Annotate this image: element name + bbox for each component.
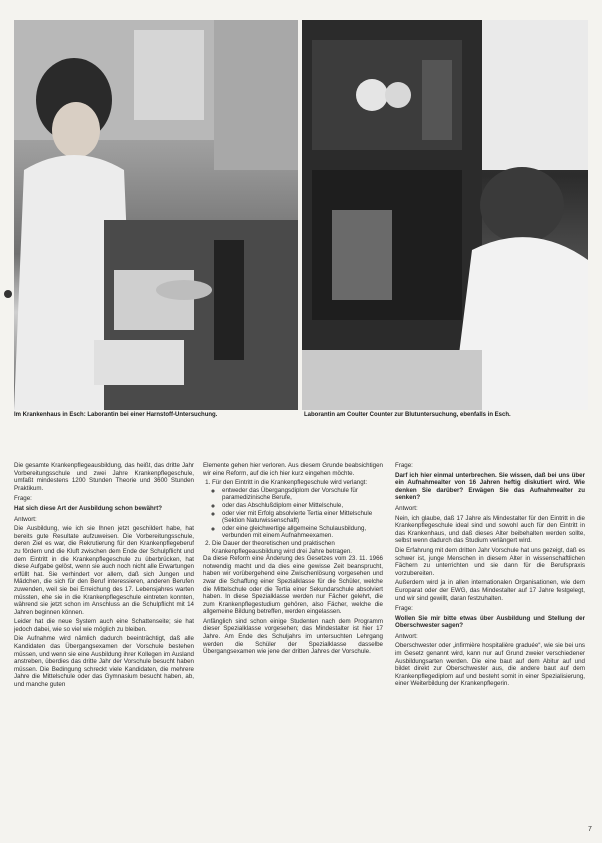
answer-paragraph-3: Die Aufnahme wird nämlich dadurch beeinträchtigt, daß alle Kandidaten das Übergangsexamen der Vorschule bestehen müssen, und wenn sie eine Ausbildung ihrer Kollegen im Ausland anstreben, überdies das dritte Jahr der Vorschule besucht haben müssen. Die Bedingung schreckt viele Kandidaten, die mehrere Jahre die Mittelschule oder das Gymnasium besucht haben, ab, und manche guten	[14, 635, 194, 689]
reform-list	[203, 479, 383, 555]
requirement-item: ◦ entweder das Übergangsdiplom der Vorschule für paramedizinische Berufe,	[222, 487, 383, 502]
answer-label: Antwort:	[14, 515, 37, 523]
answer-age-paragraph-2: Die Erfahrung mit dem dritten Jahr Vorschule hat uns gezeigt, daß es schwer ist, junge Menschen in diesem Alter in wissenschaftlichen Fächern zu unterrichten und sie dann für die Berufspraxis vorzubereiten.	[395, 546, 585, 577]
question-label: Frage:	[395, 462, 413, 469]
answer-age-paragraph-3: Außerdem wird ja in allen internationalen Organisationen, wie dem Europarat oder der EWG, das Mindestalter auf 17 Jahre festgelegt, und wir sind gewillt, daran festzuhalten.	[395, 579, 585, 602]
photo-right-illustration	[302, 20, 588, 410]
photo-laboratory-coulter-counter	[302, 20, 588, 410]
text-column-2	[203, 462, 383, 658]
question-head-nurse: Wollen Sie mir bitte etwas über Ausbildung und Stellung der Oberschwester sagen?	[395, 614, 585, 630]
answer-label: Antwort:	[395, 504, 418, 512]
question-proven: Hat sich diese Art der Ausbildung schon bewährt?	[14, 504, 163, 512]
answer-age-paragraph-1: Nein, ich glaube, daß 17 Jahre als Mindestalter für den Eintritt in die Krankenpflegeschule ideal sind und sowohl auch für den Eintritt in das Krankenhaus, und daß dieses Alter beibehalten werden sollte, selbst wenn dadurch das Studium verlängert wird.	[395, 514, 585, 545]
photo-left-illustration	[14, 20, 298, 410]
answer-paragraph-1: Die Ausbildung, wie ich sie Ihnen jetzt geschildert habe, hat bereits gute Resultate aufzuweisen. Die Vorbereitungsschule, deren Ziel es war, die Rekrutierung für den Krankenpflegeberuf zu fördern und die Kluft zwischen dem Ende der Schulpflicht und dem Eintritt in die Krankenpflegeschule zu überbrücken, hat diese Aufgabe gelöst, wenn sie auch noch nicht alle Erwartungen erfüllt hat. Sie verhindert vor allem, daß sich Jungen und Mädchen, die sich für den Beruf interessieren, anderen Berufen zuwenden, weil sie bei Erreichung des 17. Lebensjahres warten müssten, ehe sie in die Krankenpflegeschule eintreten konnten, während sie jetzt schon im Anschluss an die Schulpflicht mit 14 Jahren beginnen können.	[14, 525, 194, 616]
paragraph-special-class: Anfänglich sind schon einige Studenten nach dem Programm dieser Spezialklasse vorgesehen; das Mindestalter ist hier 17 Jahre. Am Ende des Schuljahrs im untersuchten Lehrgang werden die Schüler der Spezialklasse dasselbe Übergangsexamen wie jene der dritten Jahres der Vorschule.	[203, 617, 383, 656]
answer-paragraph-2: Leider hat die neue System auch eine Schattenseite; sie hat jedoch dabei, wie so viel wie möglich zu bleiben.	[14, 618, 194, 633]
answer-label: Antwort:	[395, 632, 418, 640]
question-admission-age: Darf ich hier einmal unterbrechen. Sie wissen, daß bei uns über ein Aufnahmealter von 16 Jahren heftig diskutiert wird. Wie denken Sie darüber? Erwägen Sie das Aufnahmealter zu senken?	[395, 471, 585, 502]
paragraph-interim-solution: Da diese Reform eine Änderung des Gesetzes vom 23. 11. 1966 notwendig macht und da dies eine gewisse Zeit beansprucht, haben wir vorübergehend eine Zwischenlösung vorgesehen und zwar die Schaffung einer Spezialklasse für die Schüler, welche die Mittelschule oder die Tertia einer Sekundarschule absolviert haben. In diese Spezialklasse werden nur Fächer gelehrt, die zum Krankenpflegestudium gehören, also Fächer, welche die allgemeine Bildung betreffen, werden eingelassen.	[203, 555, 383, 616]
requirement-item: ◦ oder vier mit Erfolg absolvierte Tertia einer Mittelschule (Sektion Naturwissenschaft)	[222, 510, 383, 525]
punch-hole-mark	[4, 290, 12, 298]
paragraph-training-hours: Die gesamte Krankenpflegeausbildung, das heißt, das dritte Jahr Vorbereitungsschule und zwei Jahre Krankenpflegeschule, umfaßt mindestens 1200 Stunden Theorie und 3600 Stunden Praktikum.	[14, 462, 194, 492]
question-label: Frage:	[14, 495, 32, 503]
admission-requirements-list	[212, 487, 383, 540]
caption-left-photo: Im Krankenhaus in Esch: Laborantin bei einer Harnstoff-Untersuchung.	[14, 412, 218, 418]
page-number: 7	[588, 826, 592, 833]
caption-right-photo: Laborantin am Coulter Counter zur Blutuntersuchung, ebenfalls in Esch.	[304, 412, 511, 418]
photo-laboratory-urea-test	[14, 20, 298, 410]
reform-item-2: 2. Die Dauer der theoretischen und praktischen Krankenpflegeausbildung wird drei Jahre betragen.	[212, 540, 383, 555]
text-column-1	[14, 462, 194, 691]
requirement-item: ◦ oder eine gleichwertige allgemeine Schulausbildung, verbunden mit einem Aufnahmeexamen.	[222, 525, 383, 540]
text-column-3	[395, 462, 585, 690]
reform-item-1-text: Für den Eintritt in die Krankenpflegeschule wird verlangt:	[212, 479, 368, 487]
question-label: Frage:	[395, 605, 413, 613]
paragraph-reform-intro: Elemente gehen hier verloren. Aus diesem Grunde beabsichtigen wir eine Reform, auf die ich hier kurz eingehen möchte.	[203, 462, 383, 477]
reform-item-1	[212, 479, 383, 540]
requirement-item: ◦ oder das Abschlußdiplom einer Mittelschule,	[222, 502, 383, 510]
answer-head-nurse: Oberschwester oder „infirmière hospitalière graduée“, wie sie bei uns im Gesetz genannt wird, kann nur auf Grund zweier verschiedener Ausbildungsarten werden. Die eine baut auf dem Abitur auf und bildet direkt zur Oberschwester aus, die andere baut auf dem Krankenpflegediplom auf und besteht somit in einer Spezialisierung, einer Weiterbildung der Krankenpflegerin.	[395, 642, 585, 688]
